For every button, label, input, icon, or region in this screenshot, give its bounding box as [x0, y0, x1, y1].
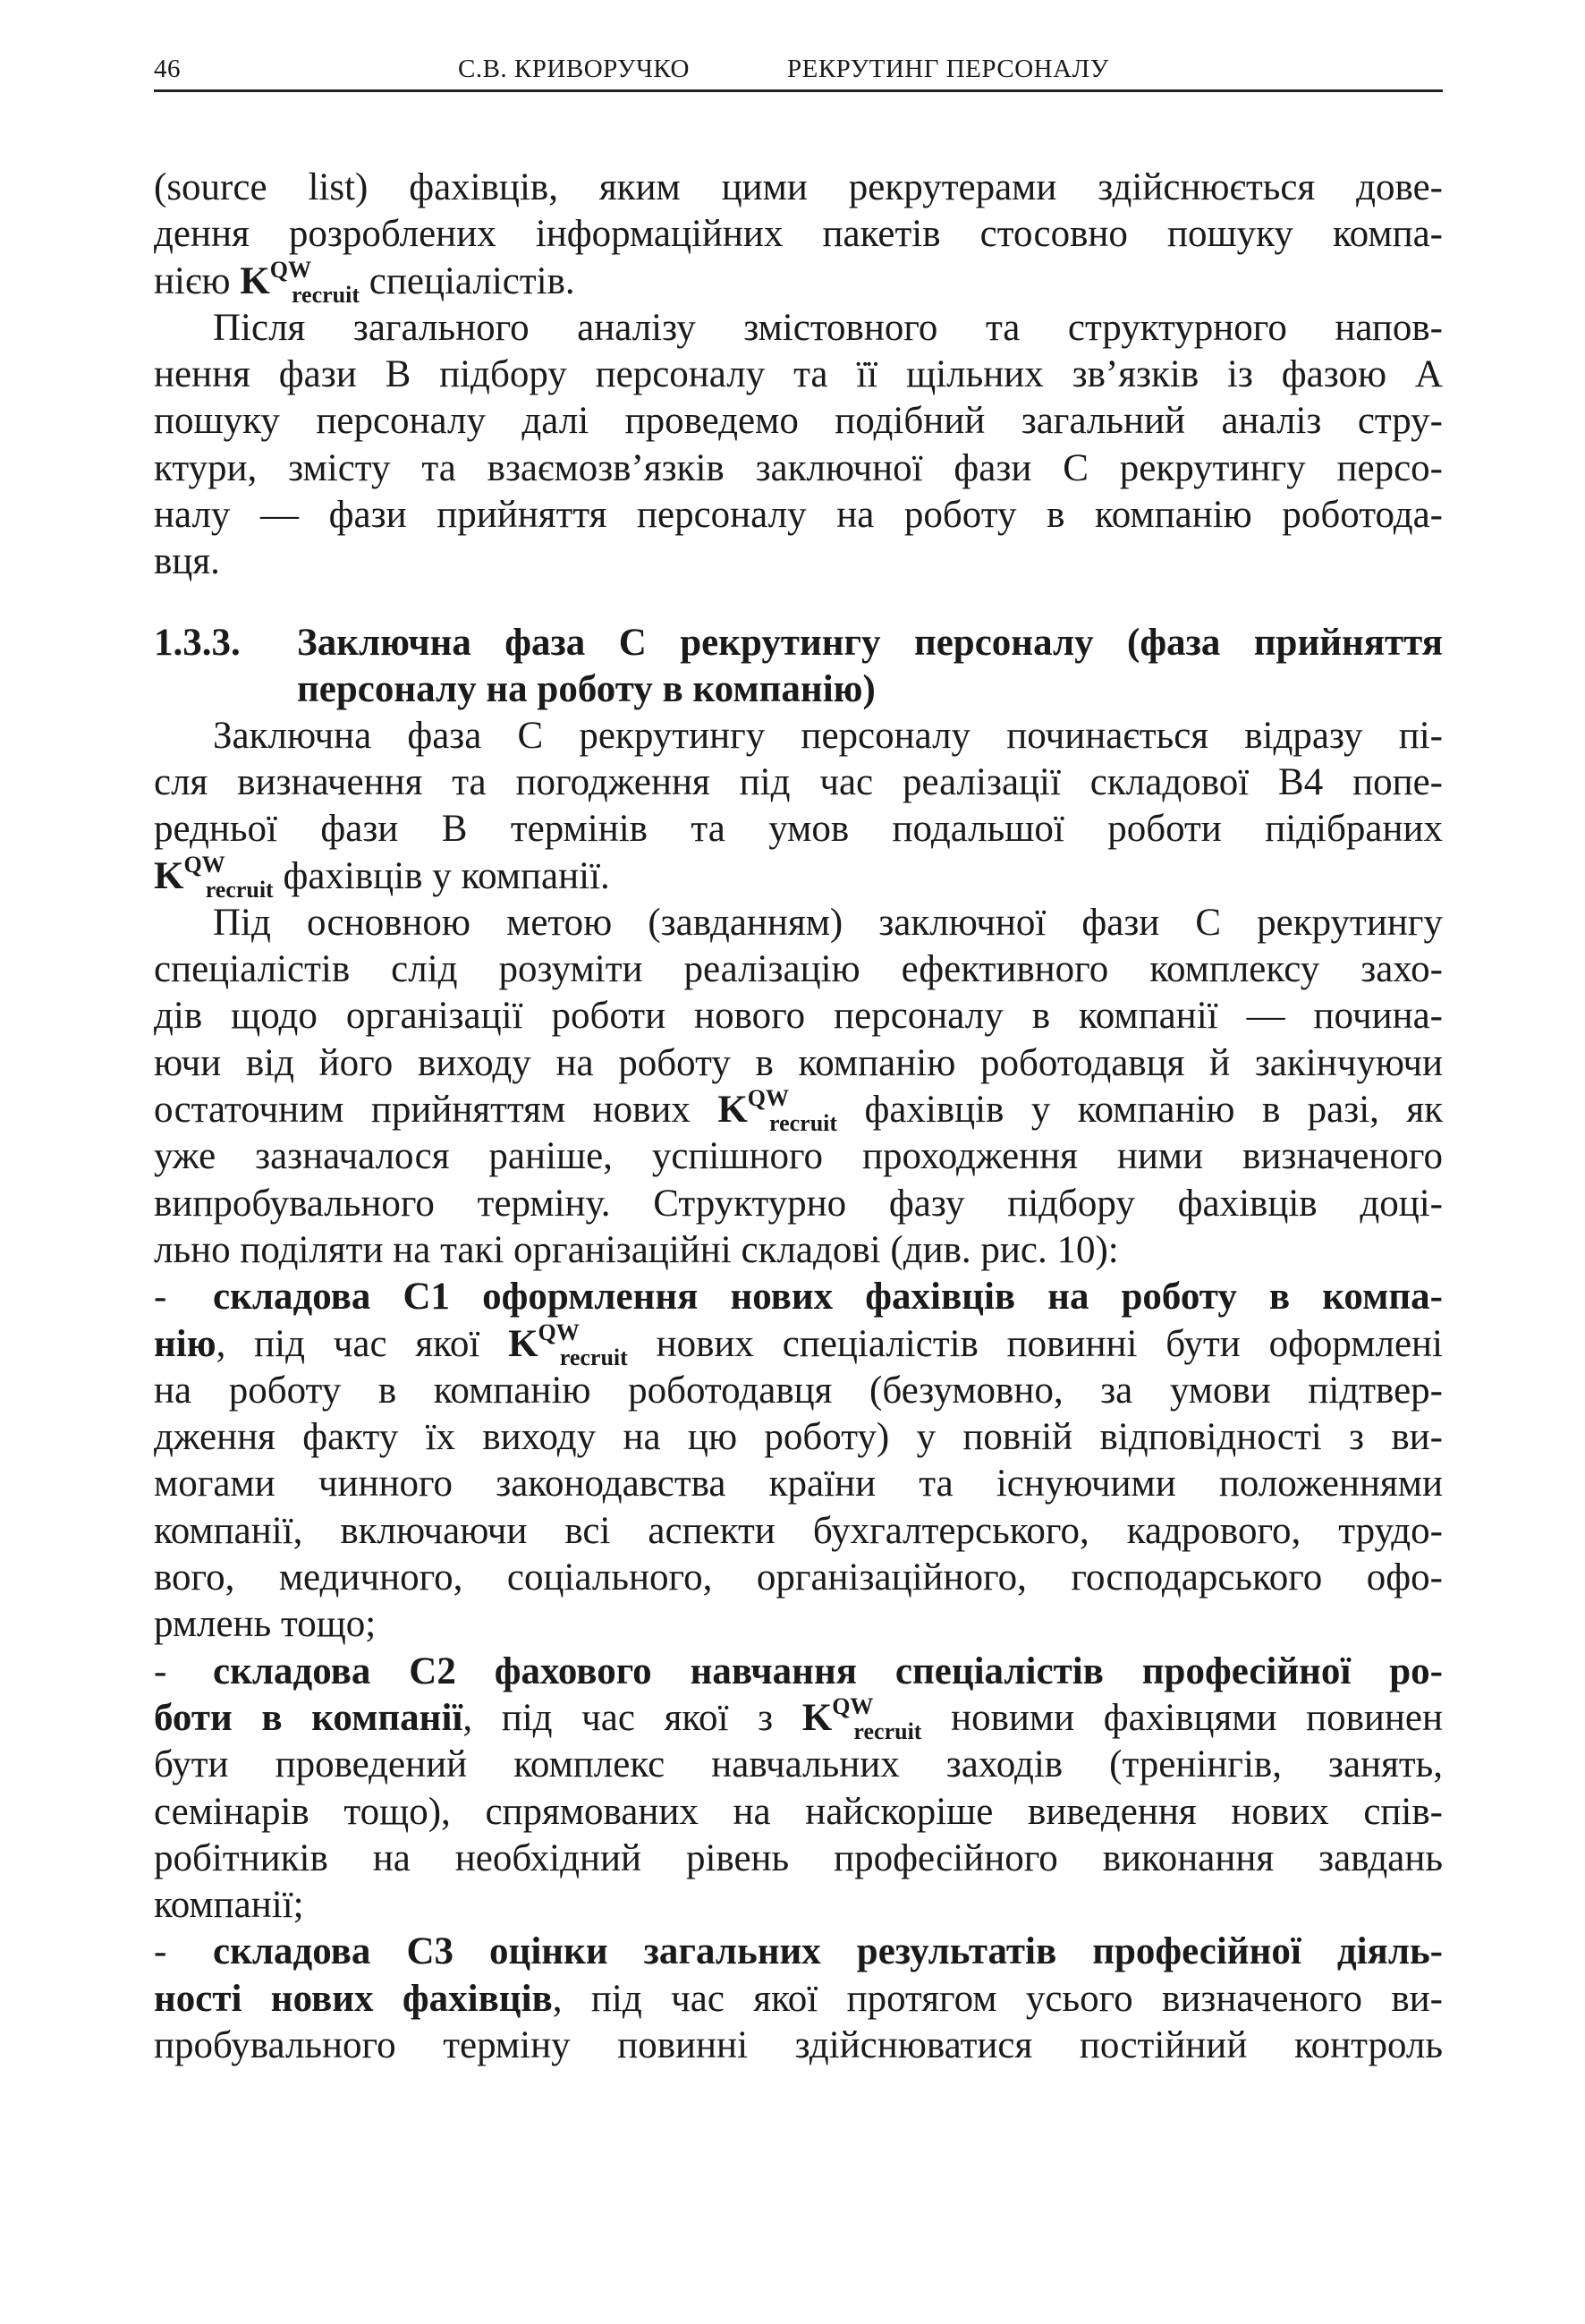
text-line: боти в компанії, під час якої з $K^{QW}_{recruit}$ новими фахівцями повинен: [154, 1692, 1444, 1744]
text-line: дів щодо організації роботи нового персоналу в компанії — почина-: [154, 995, 1443, 1038]
text-line: уже зазначалося раніше, успішного проходження ними визначеного: [154, 1135, 1443, 1178]
text-line: - складова C2 фахового навчання спеціалістів професійної ро-: [154, 1649, 1443, 1695]
text-line: на роботу в компанію роботодавця (безумовно, за умови підтвер-: [154, 1369, 1443, 1412]
text-line: дження факту їх виходу на цю роботу) у повній відповідності з ви-: [154, 1416, 1443, 1459]
text-line: семінарів тощо), спрямованих на найскоріше виведення нових спів-: [154, 1790, 1443, 1833]
text-line: рмлень тощо;: [154, 1603, 377, 1646]
header-author: С.В. КРИВОРУЧКО: [458, 55, 690, 83]
text-line: бути проведений комплекс навчальних заходів (тренінгів, занять,: [154, 1743, 1443, 1786]
section-heading: [154, 620, 1443, 713]
text-line: пошуку персоналу далі проведемо подібний загальний аналіз стру-: [154, 400, 1443, 443]
text-line: вого, медичного, соціального, організаційного, господарського офо-: [154, 1556, 1443, 1599]
paragraph: [154, 305, 1443, 586]
text-line: робітників на необхідний рівень професійного виконання завдань: [154, 1836, 1443, 1879]
list-item-c3: [154, 1929, 1443, 2069]
text-line: Заключна фаза C рекрутингу персоналу починається відразу пі-: [213, 714, 1443, 757]
text-line: налу — фази прийняття персоналу на роботу в компанію роботода-: [154, 494, 1443, 537]
header-book-title: РЕКРУТИНГ ПЕРСОНАЛУ: [787, 55, 1109, 83]
text-line: випробувального терміну. Структурно фазу підбору фахівців доці-: [154, 1182, 1443, 1225]
section-title-line: Заключна фаза C рекрутингу персоналу (фаза прийняття: [297, 621, 1443, 664]
k-recruit-symbol: $K^{QW}_{recruit}$: [154, 851, 274, 903]
text-line: сля визначення та погодження під час реалізації складової B4 попе-: [154, 760, 1443, 803]
text-line: пробувального терміну повинні здійснюватися постійний контроль: [154, 2023, 1443, 2066]
k-recruit-symbol: $K^{QW}_{recruit}$: [717, 1085, 838, 1137]
text-line: остаточним прийняттям нових $K^{QW}_{recruit}$ фахівців у компанію в разі, як: [154, 1085, 1444, 1137]
list-dash: -: [154, 1650, 167, 1692]
section-number: 1.3.3.: [154, 621, 241, 664]
text-line: - складова C1 оформлення нових фахівців на роботу в компа-: [154, 1274, 1443, 1320]
page-number: 46: [154, 55, 181, 83]
text-line: (source list) фахівців, яким цими рекрутерами здійснюється дове-: [154, 166, 1443, 208]
list-item-c2: [154, 1649, 1443, 1930]
text-line: нення фази B підбору персоналу та її щільних зв’язків із фазою A: [154, 353, 1443, 396]
text-line: $K^{QW}_{recruit}$ фахівців у компанії.: [154, 851, 610, 903]
page-body: [154, 165, 1443, 2069]
text-line: нією $K^{QW}_{recruit}$ спеціалістів.: [154, 256, 575, 308]
running-header: [154, 47, 1443, 91]
text-line: редньої фази B термінів та умов подальшої роботи підібраних: [154, 808, 1443, 851]
list-dash: -: [154, 1276, 167, 1319]
text-line: - складова C3 оцінки загальних результатів професійної діяль-: [154, 1929, 1443, 1975]
list-dash: -: [154, 1930, 167, 1973]
text-line: компанії, включаючи всі аспекти бухгалтерського, кадрового, трудо-: [154, 1509, 1443, 1552]
text-line: льно поділяти на такі організаційні складові (див. рис. 10):: [154, 1228, 1119, 1271]
paragraph: [154, 900, 1443, 1274]
text-line: спеціалістів слід розуміти реалізацію ефективного комплексу захо-: [154, 948, 1443, 991]
list-item-c1: [154, 1274, 1443, 1648]
section-title-line: персоналу на роботу в компанію): [297, 667, 876, 710]
text-line: компанії;: [154, 1884, 304, 1927]
text-line: дення розроблених інформаційних пакетів стосовно пошуку компа-: [154, 213, 1443, 256]
text-line: Під основною метою (завданням) заключної фази C рекрутингу: [213, 901, 1443, 944]
text-line: ності нових фахівців, під час якої протягом усього визначеного ви-: [154, 1977, 1443, 2020]
text-line: Після загального аналізу змістовного та структурного напов-: [213, 306, 1443, 349]
text-line: нію, під час якої $K^{QW}_{recruit}$ нових спеціалістів повинні бути оформлені: [154, 1319, 1443, 1370]
k-recruit-symbol: $K^{QW}_{recruit}$: [240, 256, 360, 308]
text-line: ючи від його виходу на роботу в компанію роботодавця й закінчуючи: [154, 1041, 1443, 1084]
text-line: вця.: [154, 540, 220, 583]
k-recruit-symbol: $K^{QW}_{recruit}$: [801, 1692, 922, 1744]
text-line: могами чинного законодавства країни та існуючими положеннями: [154, 1463, 1443, 1506]
text-line: ктури, змісту та взаємозв’язків заключної фази C рекрутингу персо-: [154, 446, 1443, 489]
header-rule: [154, 89, 1443, 92]
paragraph: [154, 713, 1443, 903]
k-recruit-symbol: $K^{QW}_{recruit}$: [508, 1319, 628, 1370]
paragraph-continuation: [154, 165, 1443, 308]
